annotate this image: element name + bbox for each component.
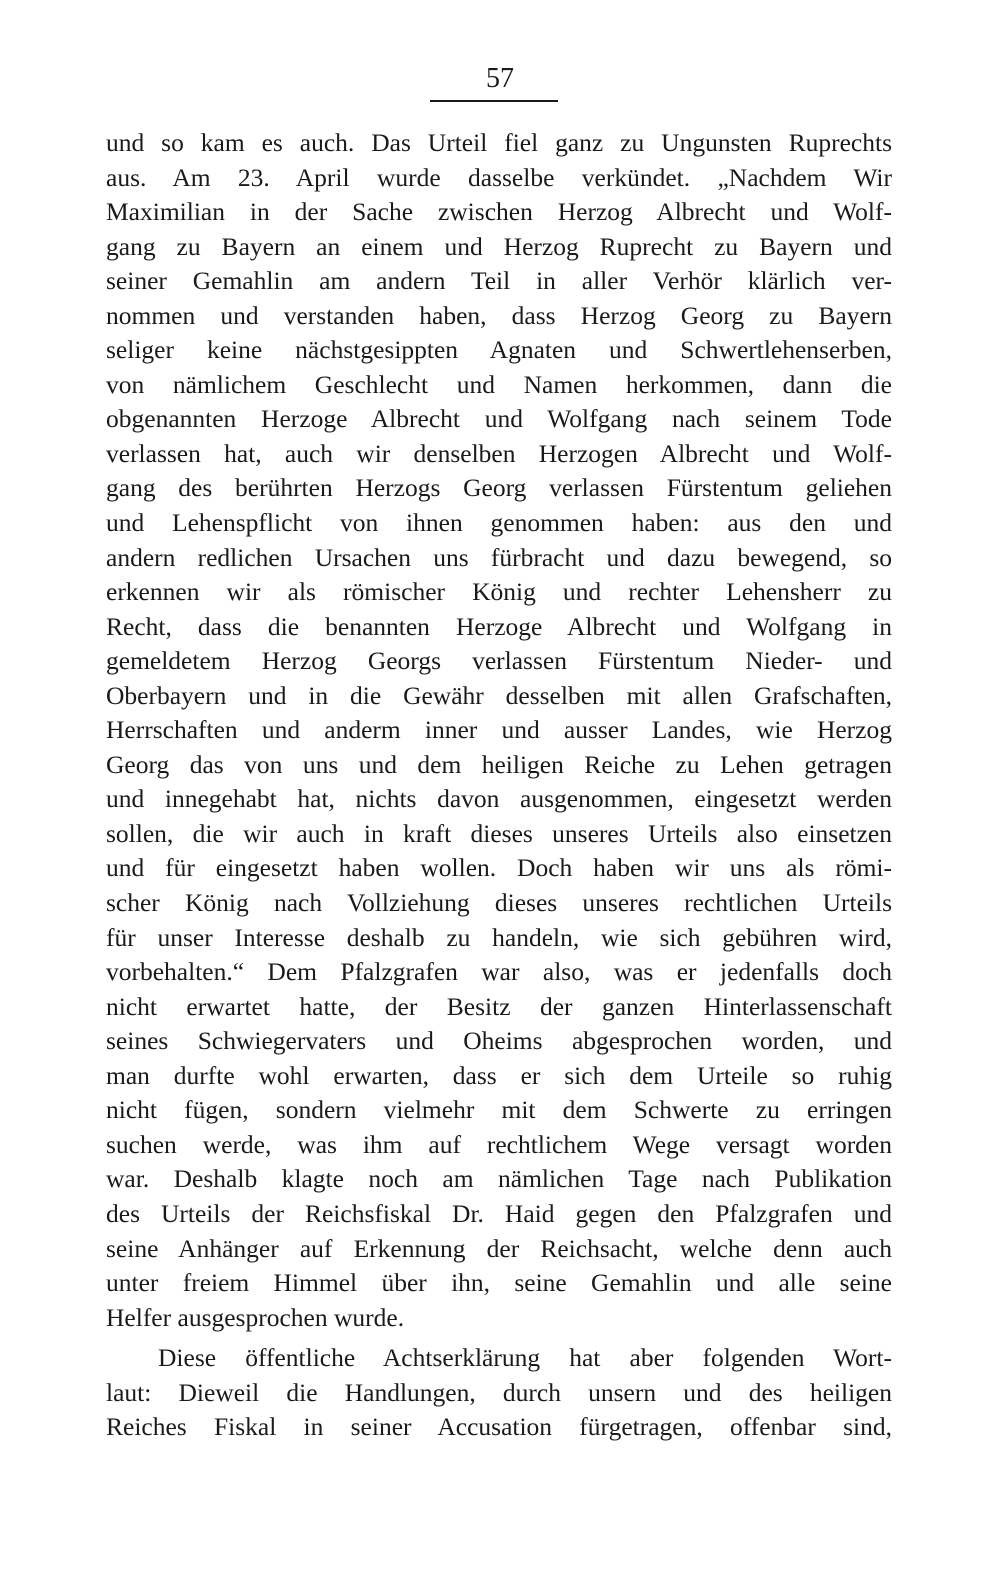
text-line: Recht, dass die benannten Herzoge Albrecht und Wolfgang in: [106, 611, 892, 641]
text-line: für unser Interesse deshalb zu handeln, wie sich gebühren wird,: [106, 922, 892, 952]
text-line: gang zu Bayern an einem und Herzog Ruprecht zu Bayern und: [106, 231, 892, 261]
text-line: Georg das von uns und dem heiligen Reiche zu Lehen getragen: [106, 749, 892, 779]
text-line: sollen, die wir auch in kraft dieses unseres Urteils also einsetzen: [106, 818, 892, 848]
text-line: und innegehabt hat, nichts davon ausgenommen, eingesetzt werden: [106, 784, 892, 814]
page-number-rule: [430, 100, 558, 102]
text-line: unter freiem Himmel über ihn, seine Gemahlin und alle seine: [106, 1268, 892, 1298]
text-line: seiner Gemahlin am andern Teil in aller Verhör klärlich ver-: [106, 266, 892, 296]
text-line: nicht erwartet hatte, der Besitz der ganzen Hinterlassenschaft: [106, 991, 892, 1021]
text-line: von nämlichem Geschlecht und Namen herkommen, dann die: [106, 369, 892, 399]
text-line: seines Schwiegervaters und Oheims abgesprochen worden, und: [106, 1026, 892, 1056]
text-line: und für eingesetzt haben wollen. Doch haben wir uns als römi-: [106, 853, 892, 883]
text-line: andern redlichen Ursachen uns fürbracht und dazu bewegend, so: [106, 542, 892, 572]
page-number: 57: [486, 63, 514, 94]
text-line: verlassen hat, auch wir denselben Herzogen Albrecht und Wolf-: [106, 438, 892, 468]
text-line: aus. Am 23. April wurde dasselbe verkündet. „Nachdem Wir: [106, 162, 892, 192]
text-line: Reiches Fiskal in seiner Accusation fürgetragen, offenbar sind,: [106, 1412, 892, 1442]
body-text: [106, 126, 892, 1445]
text-line: nommen und verstanden haben, dass Herzog Georg zu Bayern: [106, 300, 892, 330]
text-line: Oberbayern und in die Gewähr desselben mit allen Grafschaften,: [106, 680, 892, 710]
paragraph: [106, 126, 892, 1335]
text-line: gemeldetem Herzog Georgs verlassen Fürstentum Nieder- und: [106, 646, 892, 676]
paragraph: [106, 1335, 892, 1445]
text-line: erkennen wir als römischer König und rechter Lehensherr zu: [106, 577, 892, 607]
text-line: und Lehenspflicht von ihnen genommen haben: aus den und: [106, 508, 892, 538]
text-line: obgenannten Herzoge Albrecht und Wolfgang nach seinem Tode: [106, 404, 892, 434]
text-line: nicht fügen, sondern vielmehr mit dem Schwerte zu erringen: [106, 1095, 892, 1125]
text-line: suchen werde, was ihm auf rechtlichem Wege versagt worden: [106, 1129, 892, 1159]
text-line: man durfte wohl erwarten, dass er sich dem Urteile so ruhig: [106, 1060, 892, 1090]
text-line: war. Deshalb klagte noch am nämlichen Tage nach Publikation: [106, 1164, 892, 1194]
text-line: Helfer ausgesprochen wurde.: [106, 1302, 405, 1332]
text-line: scher König nach Vollziehung dieses unseres rechtlichen Urteils: [106, 888, 892, 918]
text-line: Herrschaften und anderm inner und ausser Landes, wie Herzog: [106, 715, 892, 745]
text-line: vorbehalten.“ Dem Pfalzgrafen war also, was er jedenfalls doch: [106, 957, 892, 987]
text-line: laut: Dieweil die Handlungen, durch unsern und des heiligen: [106, 1377, 892, 1407]
text-line: und so kam es auch. Das Urteil fiel ganz zu Ungunsten Ruprechts: [106, 128, 892, 157]
text-line: gang des berührten Herzogs Georg verlassen Fürstentum geliehen: [106, 473, 892, 503]
text-line: seliger keine nächstgesippten Agnaten und Schwertlehenserben,: [106, 335, 892, 365]
text-line: Diese öffentliche Achtserklärung hat aber folgenden Wort-: [158, 1343, 892, 1373]
text-line: des Urteils der Reichsfiskal Dr. Haid gegen den Pfalzgrafen und: [106, 1198, 892, 1228]
text-line: Maximilian in der Sache zwischen Herzog Albrecht und Wolf-: [106, 197, 892, 227]
text-line: seine Anhänger auf Erkennung der Reichsacht, welche denn auch: [106, 1233, 892, 1263]
